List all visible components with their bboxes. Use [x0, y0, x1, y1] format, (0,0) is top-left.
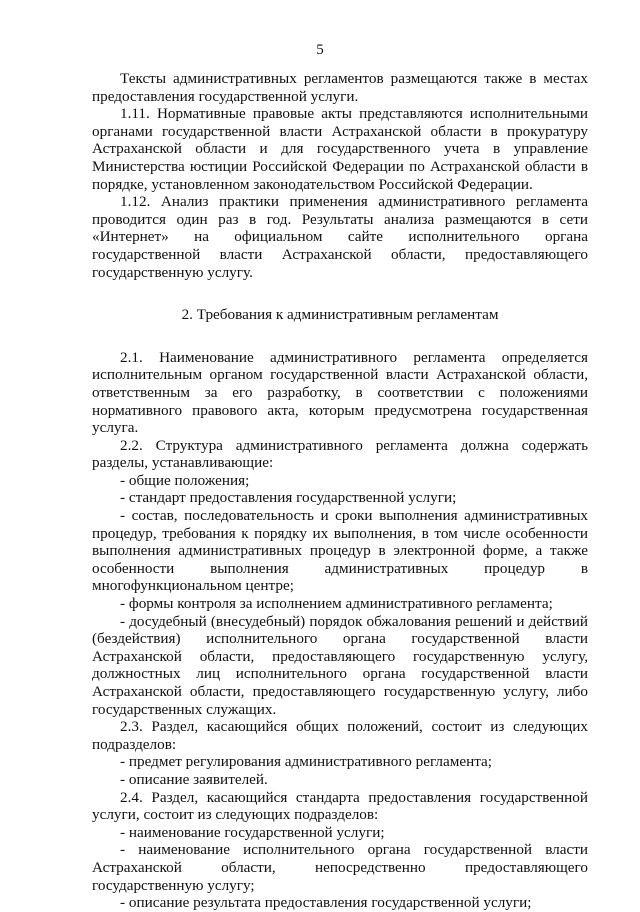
paragraph-2-2: 2.2. Структура административного регламента должна содержать разделы, устанавливающие:	[92, 436, 588, 472]
list-item: - наименование государственной услуги;	[120, 823, 385, 841]
paragraph-2-3: 2.3. Раздел, касающийся общих положений, состоит из следующих подразделов:	[92, 718, 588, 753]
list-item: - наименование исполнительного органа государственной власти Астраханской области, непосредственно предоставляющего государственную услугу;	[92, 841, 588, 894]
paragraph-2-1: 2.1. Наименование административного регламента определяется исполнительным органом государственной власти Астраханской области, ответственным за его разработку, в соответствии с положениями нормативного правового акта, которым предусмотрена государственная услуга.	[92, 348, 588, 437]
section-heading: 2. Требования к административным регламентам	[181, 306, 499, 324]
document-body	[92, 70, 588, 912]
list-item: - предмет регулирования административного регламента;	[120, 753, 493, 771]
paragraph-1-11: 1.11. Нормативные правовые акты представляются исполнительными органами государственной власти Астраханской области в прокуратуру Астраханской области и для государственного учета в управление Министерства юстиции Российской Федерации по Астраханской области в порядке, установленном законодательством Российской Федерации.	[92, 105, 588, 193]
paragraph-1-12: 1.12. Анализ практики применения административного регламента проводится один раз в год. Результаты анализа размещаются в сети «Интернет» на официальном сайте исполнительного органа государственной власти Астраханской области, предоставляющего государственную услугу.	[92, 193, 588, 281]
list-item: - досудебный (внесудебный) порядок обжалования решений и действий (бездействия) исполнительного органа государственной власти Астраханской области, предоставляющего государственную услугу, должностных лиц исполнительного органа государственной власти Астраханской области, предоставляющего государственную услугу, либо государственных служащих.	[92, 612, 588, 718]
list-item: - общие положения;	[120, 471, 250, 489]
list-item: - стандарт предоставления государственной услуги;	[120, 489, 457, 507]
list-item: - формы контроля за исполнением административного регламента;	[120, 595, 553, 613]
page-number: 5	[316, 42, 324, 58]
paragraph-2-4: 2.4. Раздел, касающийся стандарта предоставления государственной услуги, состоит из следующих подразделов:	[92, 788, 588, 824]
list-item: - описание результата предоставления государственной услуги;	[120, 894, 532, 912]
paragraph-placement-note: Тексты административных регламентов размещаются также в местах предоставления государственной услуги.	[92, 70, 588, 105]
list-item: - описание заявителей.	[120, 770, 268, 788]
list-item: - состав, последовательность и сроки выполнения административных процедур, требования к порядку их выполнения, в том числе особенности выполнения административных процедур в электронной форме, а также особенности выполнения административных процедур в многофункциональном центре;	[92, 507, 588, 595]
